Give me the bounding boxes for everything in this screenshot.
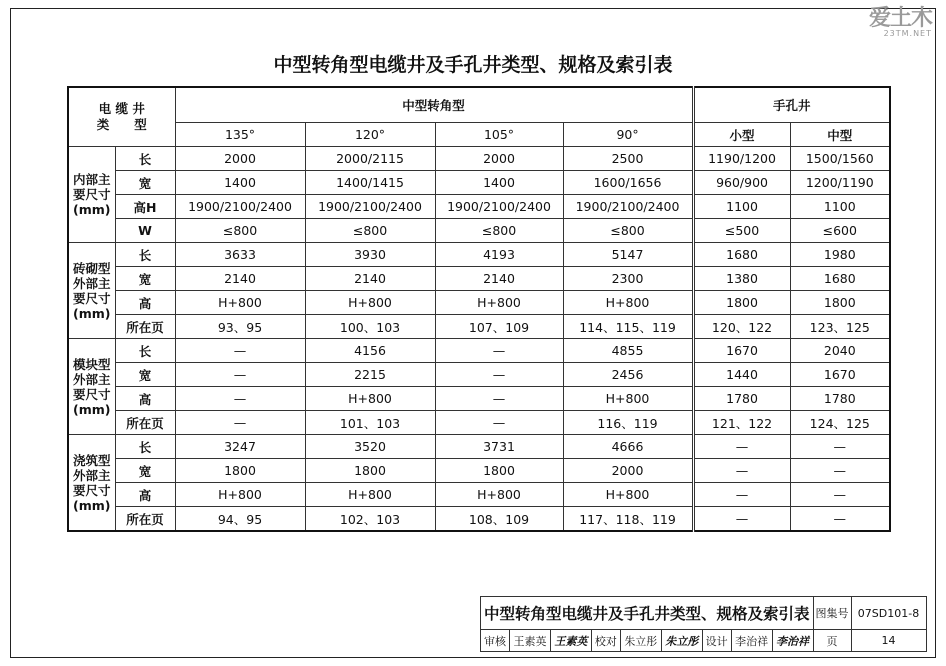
table-cell: 1100 bbox=[790, 195, 890, 219]
row-label: W bbox=[115, 219, 175, 243]
table-row bbox=[68, 483, 890, 507]
table-cell: ≤800 bbox=[563, 219, 693, 243]
table-cell: 2215 bbox=[305, 363, 435, 387]
section-category: 砖砌型外部主要尺寸(mm) bbox=[68, 243, 115, 339]
table-cell: 5147 bbox=[563, 243, 693, 267]
row-label: 长 bbox=[115, 243, 175, 267]
table-cell: — bbox=[693, 507, 790, 532]
table-cell: 1440 bbox=[693, 363, 790, 387]
table-cell: 100、103 bbox=[305, 315, 435, 339]
table-cell: 108、109 bbox=[435, 507, 563, 532]
table-cell: — bbox=[790, 483, 890, 507]
table-cell: — bbox=[693, 483, 790, 507]
table-row bbox=[68, 219, 890, 243]
table-row bbox=[68, 435, 890, 459]
table-cell: — bbox=[175, 363, 305, 387]
table-cell: 124、125 bbox=[790, 411, 890, 435]
row-label: 高 bbox=[115, 387, 175, 411]
review-name: 王素英 bbox=[510, 630, 551, 652]
table-row bbox=[68, 171, 890, 195]
table-row bbox=[68, 243, 890, 267]
table-row bbox=[68, 411, 890, 435]
page-label: 页 bbox=[813, 630, 851, 652]
table-cell: 1680 bbox=[693, 243, 790, 267]
review-signature: 王素英 bbox=[550, 630, 591, 652]
table-cell: 4666 bbox=[563, 435, 693, 459]
table-cell: 1780 bbox=[693, 387, 790, 411]
row-label: 长 bbox=[115, 339, 175, 363]
table-cell: 94、95 bbox=[175, 507, 305, 532]
table-cell: H+800 bbox=[175, 291, 305, 315]
table-cell: 2040 bbox=[790, 339, 890, 363]
col-header: 135° bbox=[175, 123, 305, 147]
table-cell: 1800 bbox=[693, 291, 790, 315]
design-signature: 李治祥 bbox=[772, 630, 813, 652]
table-cell: — bbox=[790, 435, 890, 459]
table-row bbox=[68, 147, 890, 171]
group-header-handhole: 手孔井 bbox=[693, 87, 890, 123]
table-cell: 123、125 bbox=[790, 315, 890, 339]
table-cell: 1900/2100/2400 bbox=[305, 195, 435, 219]
table-cell: — bbox=[435, 363, 563, 387]
table-cell: 3930 bbox=[305, 243, 435, 267]
row-label: 宽 bbox=[115, 267, 175, 291]
watermark-main-text: 爱土木 bbox=[868, 5, 932, 31]
table-cell: 1380 bbox=[693, 267, 790, 291]
table-row bbox=[68, 387, 890, 411]
table-cell: — bbox=[693, 459, 790, 483]
table-cell: 2140 bbox=[175, 267, 305, 291]
table-cell: 1100 bbox=[693, 195, 790, 219]
table-cell: 114、115、119 bbox=[563, 315, 693, 339]
section-category: 浇筑型外部主要尺寸(mm) bbox=[68, 435, 115, 532]
table-cell: 120、122 bbox=[693, 315, 790, 339]
table-cell: — bbox=[175, 339, 305, 363]
table-cell: 1800 bbox=[305, 459, 435, 483]
table-cell: 1680 bbox=[790, 267, 890, 291]
table-cell: 3520 bbox=[305, 435, 435, 459]
title-block-title: 中型转角型电缆井及手孔井类型、规格及索引表 bbox=[481, 597, 814, 630]
table-row bbox=[68, 459, 890, 483]
table-cell: 1980 bbox=[790, 243, 890, 267]
check-label: 校对 bbox=[591, 630, 620, 652]
row-label: 所在页 bbox=[115, 507, 175, 532]
table-cell: ≤800 bbox=[305, 219, 435, 243]
table-cell: — bbox=[175, 387, 305, 411]
table-cell: 2500 bbox=[563, 147, 693, 171]
table-cell: 1800 bbox=[175, 459, 305, 483]
table-cell: 2000 bbox=[435, 147, 563, 171]
row-label: 长 bbox=[115, 147, 175, 171]
col-header: 90° bbox=[563, 123, 693, 147]
table-cell: ≤800 bbox=[175, 219, 305, 243]
table-cell: 4156 bbox=[305, 339, 435, 363]
row-label: 高H bbox=[115, 195, 175, 219]
row-label: 所在页 bbox=[115, 315, 175, 339]
watermark-sub-text: 23TM.NET bbox=[883, 29, 932, 38]
table-cell: 117、118、119 bbox=[563, 507, 693, 532]
table-cell: 2140 bbox=[435, 267, 563, 291]
atlas-label: 图集号 bbox=[813, 597, 851, 630]
table-cell: 2000 bbox=[175, 147, 305, 171]
row-label: 所在页 bbox=[115, 411, 175, 435]
table-cell: — bbox=[175, 411, 305, 435]
page-number: 14 bbox=[851, 630, 926, 652]
row-label: 宽 bbox=[115, 171, 175, 195]
table-cell: 102、103 bbox=[305, 507, 435, 532]
table-cell: 1900/2100/2400 bbox=[435, 195, 563, 219]
table-cell: 2140 bbox=[305, 267, 435, 291]
col-header: 中型 bbox=[790, 123, 890, 147]
table-cell: — bbox=[790, 459, 890, 483]
table-cell: 1400 bbox=[435, 171, 563, 195]
table-cell: 1670 bbox=[693, 339, 790, 363]
corner-header bbox=[68, 87, 175, 147]
corner-line-2: 类 型 bbox=[96, 117, 147, 132]
table-cell: 2300 bbox=[563, 267, 693, 291]
col-header: 120° bbox=[305, 123, 435, 147]
table-cell: 1200/1190 bbox=[790, 171, 890, 195]
table-cell: H+800 bbox=[175, 483, 305, 507]
table-cell: 960/900 bbox=[693, 171, 790, 195]
table-cell: 4193 bbox=[435, 243, 563, 267]
title-block bbox=[480, 596, 927, 652]
table-cell: H+800 bbox=[563, 387, 693, 411]
table-cell: 1600/1656 bbox=[563, 171, 693, 195]
spec-table bbox=[67, 86, 891, 532]
watermark-logo bbox=[869, 6, 932, 38]
table-cell: 1400/1415 bbox=[305, 171, 435, 195]
review-label: 审核 bbox=[481, 630, 510, 652]
table-cell: 1800 bbox=[790, 291, 890, 315]
table-cell: 1190/1200 bbox=[693, 147, 790, 171]
table-cell: H+800 bbox=[305, 291, 435, 315]
design-name: 李治祥 bbox=[731, 630, 772, 652]
table-row bbox=[68, 363, 890, 387]
table-cell: 1800 bbox=[435, 459, 563, 483]
table-cell: — bbox=[435, 387, 563, 411]
group-header-medium-corner: 中型转角型 bbox=[175, 87, 693, 123]
table-cell: — bbox=[435, 339, 563, 363]
table-row bbox=[68, 267, 890, 291]
page-title: 中型转角型电缆井及手孔井类型、规格及索引表 bbox=[273, 54, 673, 76]
table-row bbox=[68, 315, 890, 339]
table-cell: 2456 bbox=[563, 363, 693, 387]
table-cell: 1670 bbox=[790, 363, 890, 387]
check-name: 朱立彤 bbox=[620, 630, 661, 652]
corner-line-1: 电 缆 井 bbox=[98, 101, 145, 116]
table-row bbox=[68, 507, 890, 532]
table-cell: 3633 bbox=[175, 243, 305, 267]
table-cell: ≤800 bbox=[435, 219, 563, 243]
table-cell: H+800 bbox=[563, 483, 693, 507]
table-cell: — bbox=[693, 435, 790, 459]
header-row-2 bbox=[68, 123, 890, 147]
table-cell: 93、95 bbox=[175, 315, 305, 339]
col-header: 小型 bbox=[693, 123, 790, 147]
table-cell: 1900/2100/2400 bbox=[175, 195, 305, 219]
row-label: 宽 bbox=[115, 363, 175, 387]
table-cell: H+800 bbox=[563, 291, 693, 315]
table-cell: 1500/1560 bbox=[790, 147, 890, 171]
table-cell: 2000 bbox=[563, 459, 693, 483]
table-cell: 1780 bbox=[790, 387, 890, 411]
table-cell: 3731 bbox=[435, 435, 563, 459]
check-signature: 朱立彤 bbox=[661, 630, 702, 652]
col-header: 105° bbox=[435, 123, 563, 147]
table-cell: 116、119 bbox=[563, 411, 693, 435]
table-cell: 2000/2115 bbox=[305, 147, 435, 171]
table-cell: ≤600 bbox=[790, 219, 890, 243]
section-category: 内部主要尺寸(mm) bbox=[68, 147, 115, 243]
table-cell: — bbox=[790, 507, 890, 532]
table-cell: 3247 bbox=[175, 435, 305, 459]
row-label: 长 bbox=[115, 435, 175, 459]
table-cell: H+800 bbox=[435, 483, 563, 507]
table-row bbox=[68, 339, 890, 363]
header-row-1 bbox=[68, 87, 890, 123]
table-cell: — bbox=[435, 411, 563, 435]
row-label: 宽 bbox=[115, 459, 175, 483]
table-cell: ≤500 bbox=[693, 219, 790, 243]
atlas-number: 07SD101-8 bbox=[851, 597, 926, 630]
table-cell: 1900/2100/2400 bbox=[563, 195, 693, 219]
table-cell: 101、103 bbox=[305, 411, 435, 435]
section-category: 模块型外部主要尺寸(mm) bbox=[68, 339, 115, 435]
table-cell: 121、122 bbox=[693, 411, 790, 435]
table-cell: 107、109 bbox=[435, 315, 563, 339]
table-cell: 4855 bbox=[563, 339, 693, 363]
table-cell: H+800 bbox=[435, 291, 563, 315]
row-label: 高 bbox=[115, 291, 175, 315]
table-row bbox=[68, 195, 890, 219]
design-label: 设计 bbox=[702, 630, 731, 652]
table-cell: 1400 bbox=[175, 171, 305, 195]
row-label: 高 bbox=[115, 483, 175, 507]
table-row bbox=[68, 291, 890, 315]
table-cell: H+800 bbox=[305, 387, 435, 411]
table-cell: H+800 bbox=[305, 483, 435, 507]
